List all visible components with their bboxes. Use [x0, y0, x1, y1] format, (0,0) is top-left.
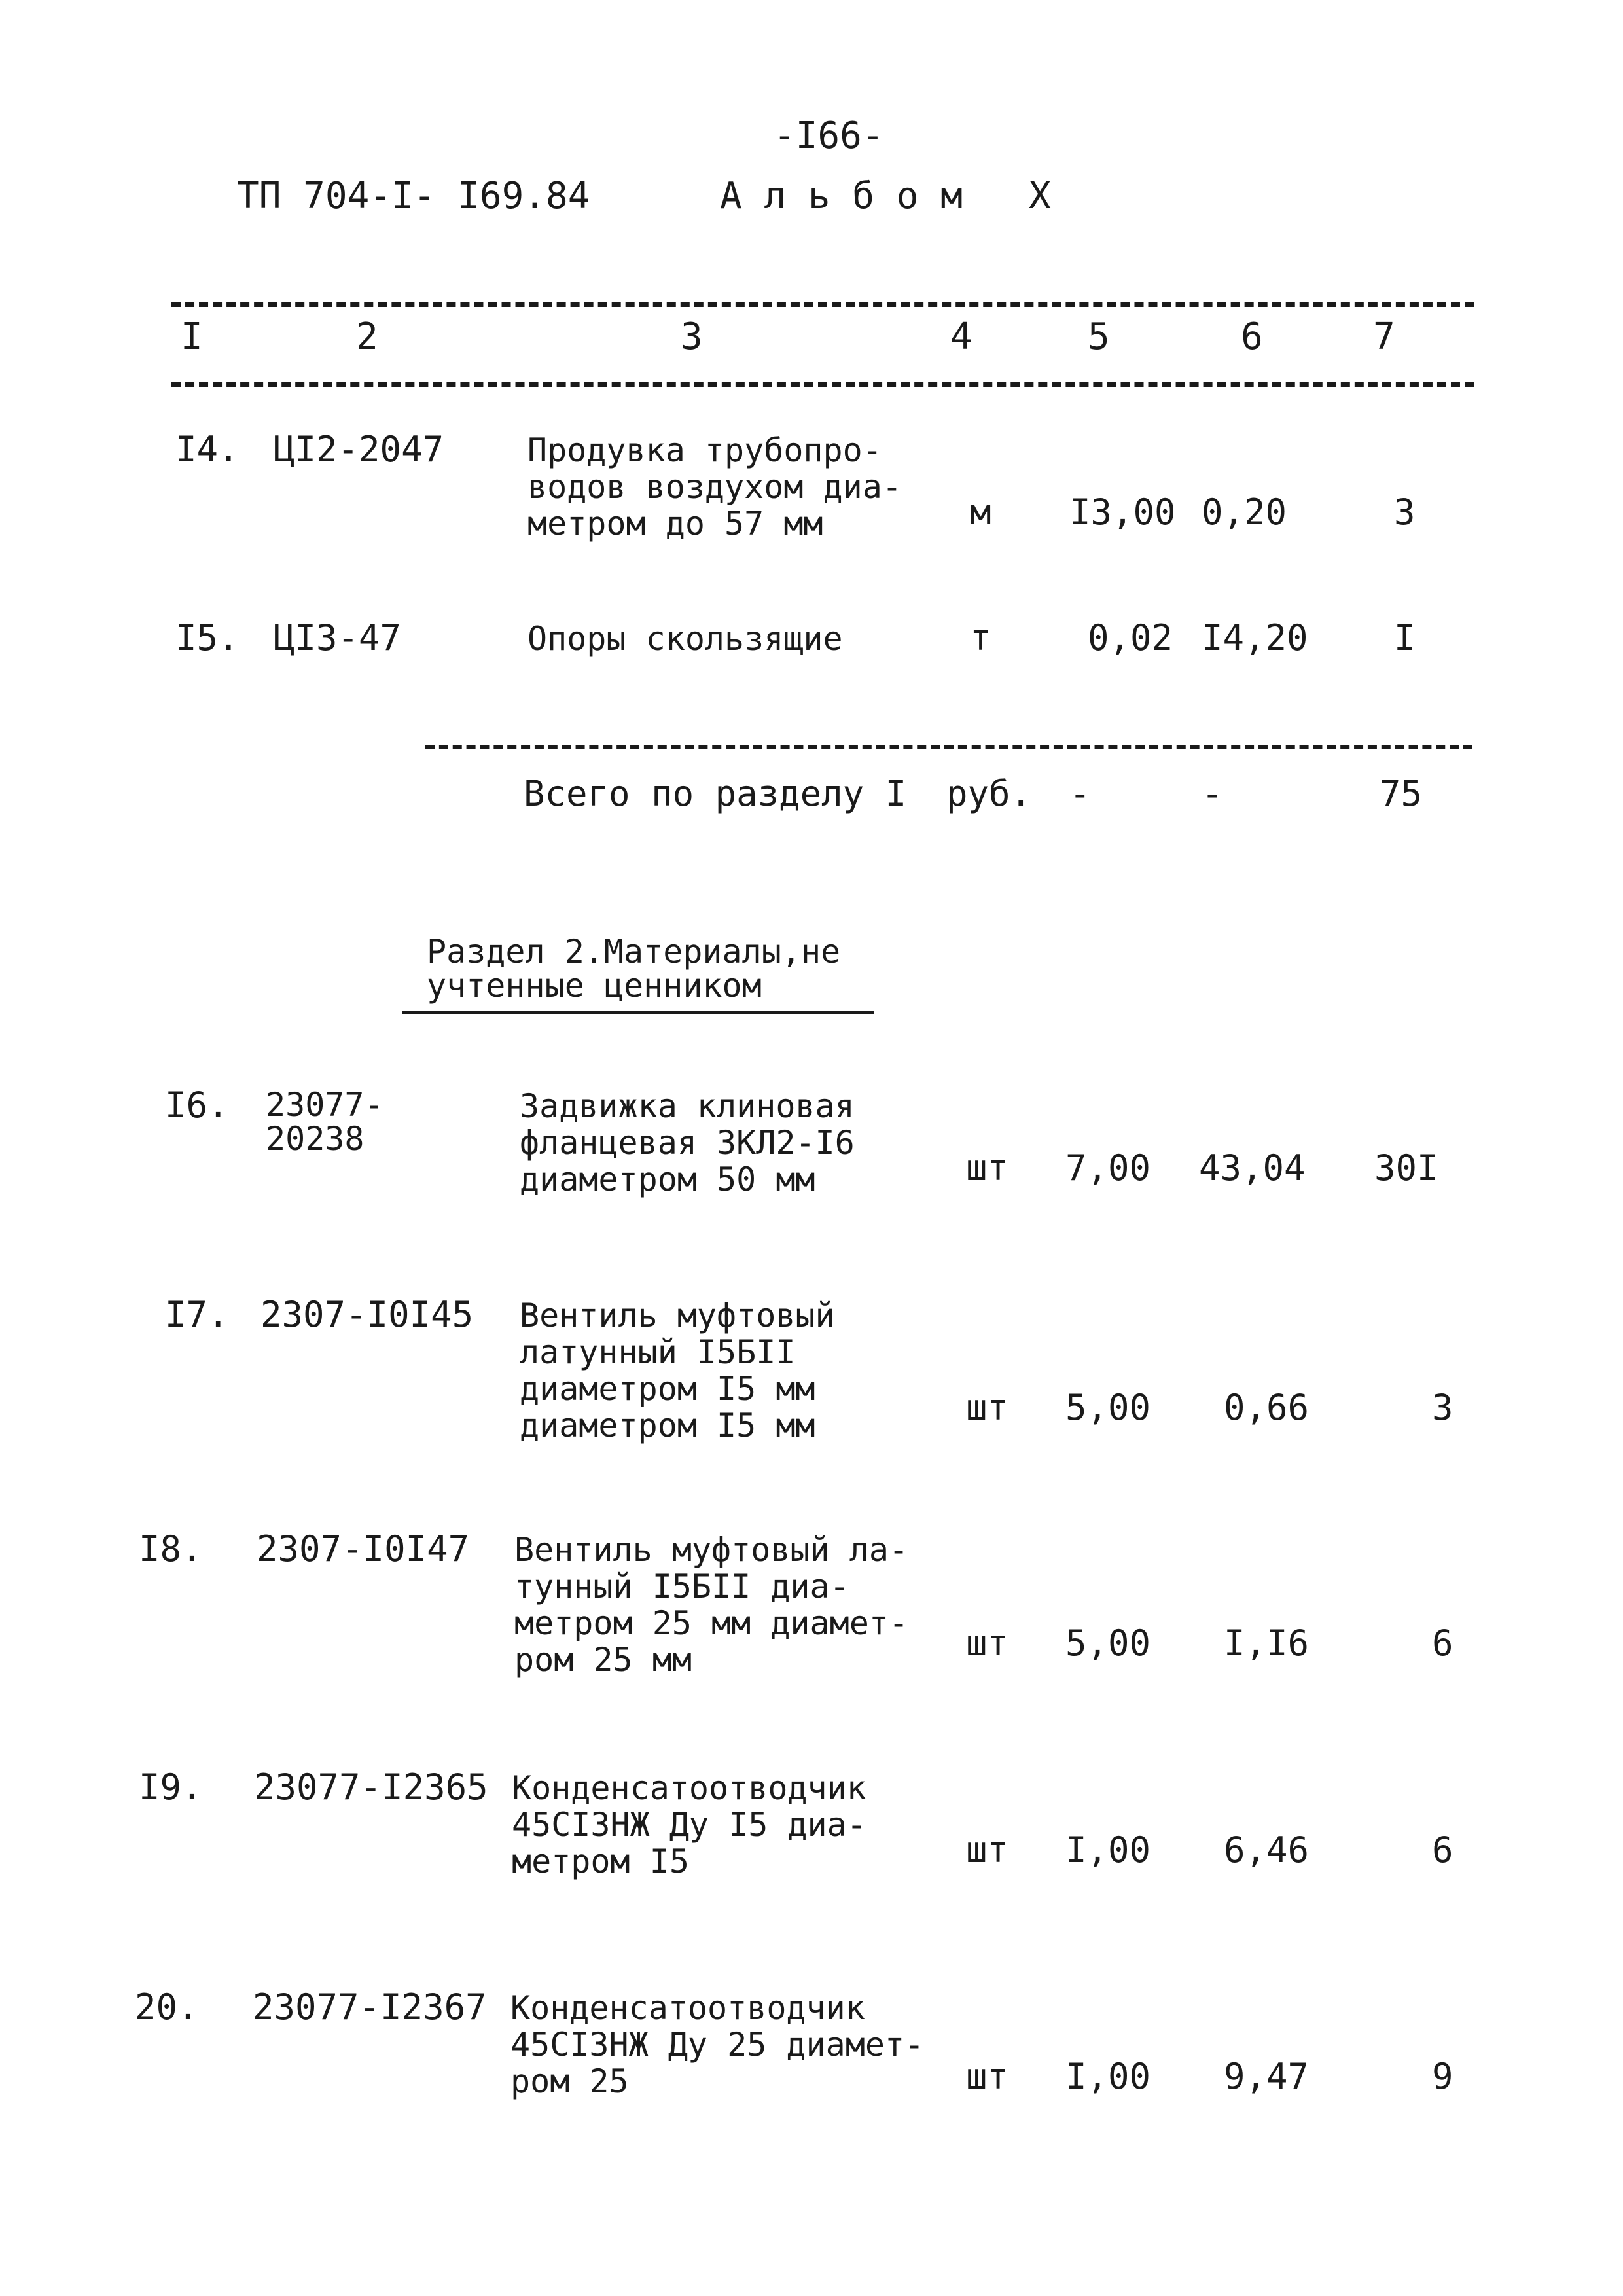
row-quantity: 5,00 — [1065, 1623, 1151, 1664]
column-header: 3 — [681, 315, 703, 358]
row-quantity: 5,00 — [1065, 1387, 1151, 1428]
row-code: 23077-I2365 — [254, 1767, 488, 1808]
column-header: 2 — [356, 315, 378, 358]
row-number: I7. — [165, 1294, 229, 1335]
row-description: Опоры скользящие — [527, 620, 843, 658]
column-header: I — [181, 315, 203, 358]
total-cost: 75 — [1380, 773, 1423, 814]
row-description: Вентиль муфтовый латунный I5БII диаметром I5 мм диаметром I5 мм — [520, 1297, 835, 1444]
row-price: I,I6 — [1224, 1623, 1310, 1664]
row-code: ЦI2-2047 — [274, 429, 444, 470]
column-header: 6 — [1241, 315, 1263, 358]
row-unit: шт — [966, 1623, 1009, 1664]
row-number: I9. — [139, 1767, 203, 1808]
row-cost: I — [1394, 617, 1416, 658]
row-price: 43,04 — [1199, 1147, 1306, 1189]
header-bottom-rule — [171, 382, 1474, 387]
album-title: А л ь б о м Х — [720, 175, 1051, 217]
row-number: I4. — [175, 429, 240, 470]
row-quantity: 0,02 — [1088, 617, 1173, 658]
row-unit: шт — [966, 1829, 1009, 1871]
section-heading: Раздел 2.Материалы,не учтенные ценником — [427, 933, 841, 1005]
total-label: Всего по разделу I — [524, 773, 907, 814]
row-cost: 3 — [1432, 1387, 1454, 1428]
row-description: Задвижка клиновая фланцевая ЗКЛ2-I6 диаметром 50 мм — [520, 1087, 855, 1198]
row-quantity: I3,00 — [1069, 492, 1176, 533]
row-code: 23077-I2367 — [253, 1986, 487, 2028]
row-cost: 3 — [1394, 492, 1416, 533]
row-description: Конденсатоотводчик 45СI3НЖ Ду I5 диа- метром I5 — [512, 1769, 866, 1880]
total-unit: руб. — [946, 773, 1032, 814]
row-unit: шт — [966, 2056, 1009, 2097]
document-code: ТП 704-I- I69.84 — [237, 175, 590, 217]
column-header: 5 — [1088, 315, 1110, 358]
total-quantity: - — [1069, 773, 1091, 814]
row-description: Вентиль муфтовый ла- тунный I5БII диа- метром 25 мм диамет- ром 25 мм — [514, 1531, 909, 1679]
row-code: ЦI3-47 — [274, 617, 402, 658]
row-quantity: 7,00 — [1065, 1147, 1151, 1189]
row-description: Конденсатоотводчик 45СI3НЖ Ду 25 диамет- ром 25 — [510, 1989, 925, 2100]
row-price: I4,20 — [1202, 617, 1308, 658]
row-price: 0,20 — [1202, 492, 1287, 533]
row-unit: м — [970, 492, 991, 533]
column-header: 7 — [1373, 315, 1395, 358]
total-rule — [425, 745, 1472, 749]
page-number: -I66- — [774, 115, 884, 157]
row-unit: т — [970, 617, 991, 658]
row-description: Продувка трубопро- водов воздухом диа- метром до 57 мм — [527, 431, 902, 543]
row-quantity: I,00 — [1065, 2056, 1151, 2097]
total-price: - — [1202, 773, 1223, 814]
row-code: 23077- 20238 — [266, 1086, 384, 1158]
row-number: I6. — [165, 1085, 229, 1126]
row-number: I5. — [175, 617, 240, 658]
row-unit: шт — [966, 1387, 1009, 1428]
row-code: 2307-I0I45 — [260, 1294, 474, 1335]
column-header: 4 — [950, 315, 972, 358]
row-price: 6,46 — [1224, 1829, 1310, 1871]
row-cost: 6 — [1432, 1829, 1454, 1871]
row-number: 20. — [135, 1986, 199, 2028]
header-top-rule — [171, 302, 1474, 307]
row-number: I8. — [139, 1528, 203, 1570]
row-code: 2307-I0I47 — [257, 1528, 470, 1570]
row-price: 9,47 — [1224, 2056, 1310, 2097]
row-quantity: I,00 — [1065, 1829, 1151, 1871]
row-cost: 30I — [1374, 1147, 1438, 1189]
row-unit: шт — [966, 1147, 1009, 1189]
row-cost: 6 — [1432, 1623, 1454, 1664]
row-price: 0,66 — [1224, 1387, 1310, 1428]
row-cost: 9 — [1432, 2056, 1454, 2097]
section-heading-underline — [402, 1011, 874, 1014]
